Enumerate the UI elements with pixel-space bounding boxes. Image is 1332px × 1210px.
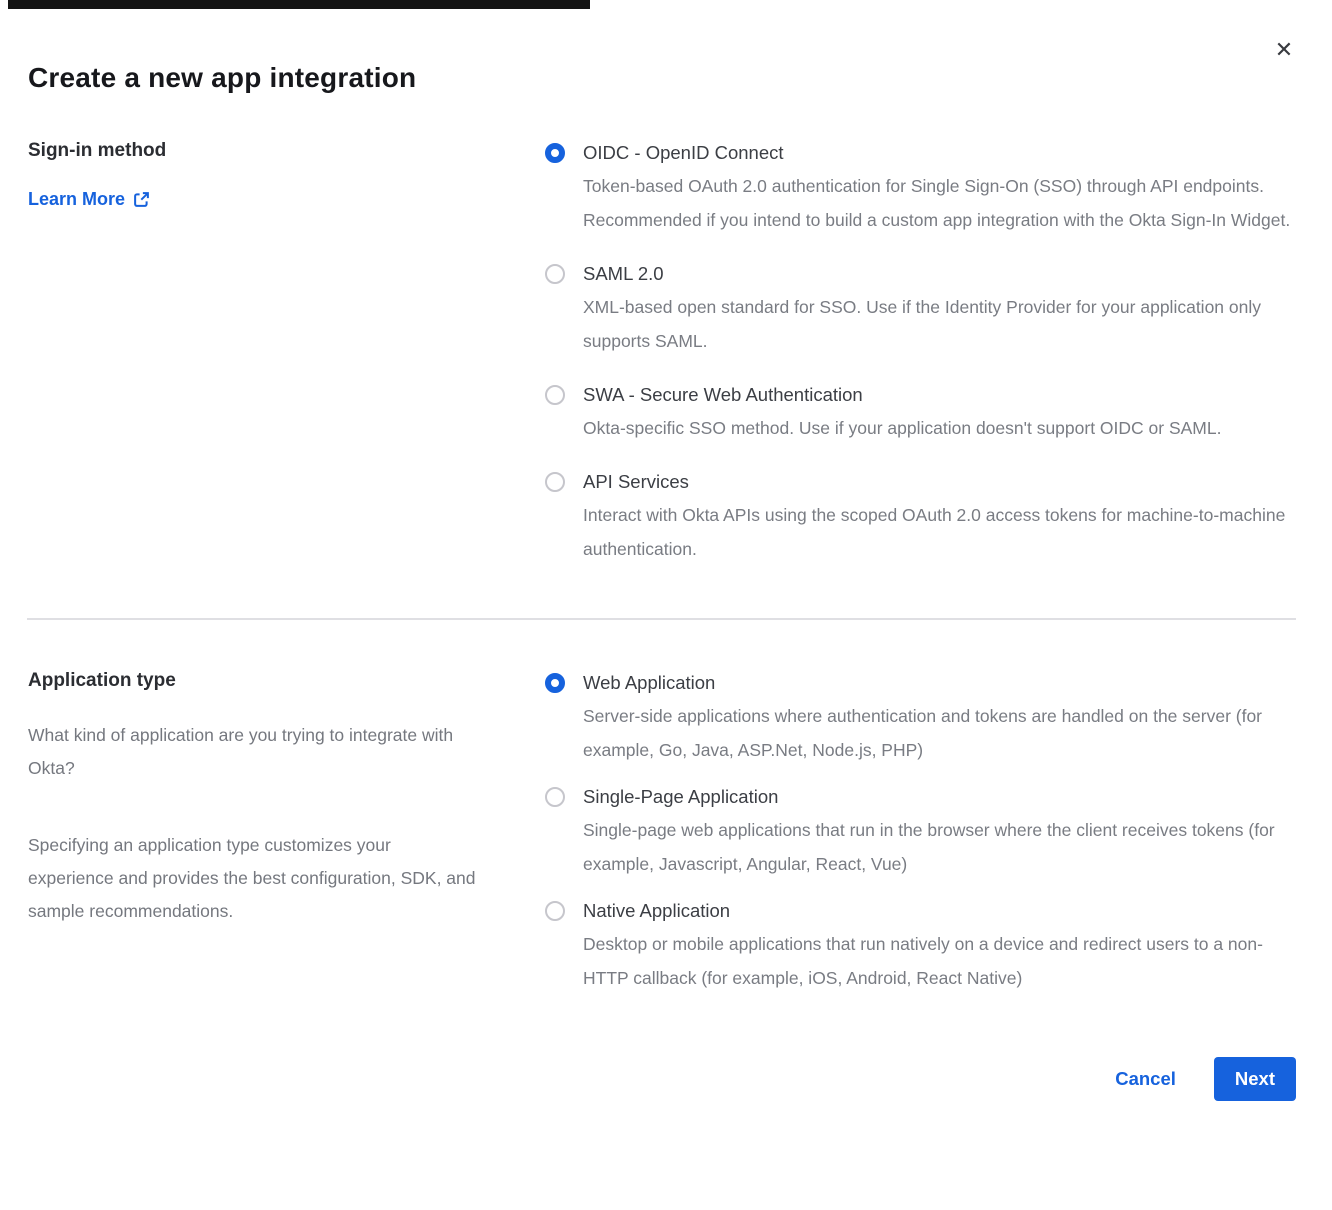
application-type-hint: Specifying an application type customizes your experience and provides the best configuration, SDK, and sample recommendations. (28, 835, 476, 921)
radio-icon[interactable] (545, 673, 565, 693)
application-type-label: Application type (28, 670, 176, 691)
radio-option-saml[interactable] (545, 261, 1296, 358)
radio-option-description: Server-side applications where authentication and tokens are handled on the server (for example, Go, Java, ASP.Net, Node.js, PHP) (583, 706, 1263, 760)
radio-option-label: Native Application (583, 900, 731, 921)
radio-icon[interactable] (545, 787, 565, 807)
radio-option-label: SAML 2.0 (583, 263, 664, 284)
radio-icon[interactable] (545, 472, 565, 492)
external-link-icon (133, 191, 150, 208)
radio-icon[interactable] (545, 143, 565, 163)
radio-option-description: Interact with Okta APIs using the scoped OAuth 2.0 access tokens for machine-to-machine authentication. (583, 505, 1286, 559)
radio-icon[interactable] (545, 385, 565, 405)
radio-option-label: SWA - Secure Web Authentication (583, 384, 863, 405)
radio-option-api-services[interactable] (545, 469, 1296, 566)
radio-option-description: XML-based open standard for SSO. Use if the Identity Provider for your application only supports SAML. (583, 297, 1261, 351)
radio-icon[interactable] (545, 264, 565, 284)
radio-option-label: API Services (583, 471, 689, 492)
dialog-footer (28, 1057, 1296, 1101)
learn-more-label: Learn More (28, 189, 126, 209)
application-type-section (28, 670, 1296, 995)
radio-option-label: Single-Page Application (583, 786, 779, 807)
signin-method-label: Sign-in method (28, 140, 167, 161)
next-button[interactable]: Next (1214, 1057, 1296, 1101)
radio-option-web-application[interactable] (545, 670, 1296, 767)
radio-option-swa[interactable] (545, 382, 1296, 445)
section-divider (27, 618, 1296, 620)
radio-option-label: OIDC - OpenID Connect (583, 142, 784, 163)
radio-option-label: Web Application (583, 672, 716, 693)
radio-option-native-application[interactable] (545, 898, 1296, 995)
cancel-button[interactable]: Cancel (1115, 1068, 1176, 1089)
radio-option-description: Desktop or mobile applications that run natively on a device and redirect users to a non-HTTP callback (for example, iOS, Android, React Native) (583, 934, 1263, 988)
radio-option-oidc[interactable] (545, 140, 1296, 237)
radio-option-description: Okta-specific SSO method. Use if your application doesn't support OIDC or SAML. (583, 418, 1222, 438)
close-icon[interactable]: ✕ (1274, 37, 1294, 62)
learn-more-link[interactable] (28, 189, 150, 210)
application-type-question: What kind of application are you trying to integrate with Okta? (28, 725, 454, 778)
radio-icon[interactable] (545, 901, 565, 921)
radio-option-description: Token-based OAuth 2.0 authentication for Single Sign-On (SSO) through API endpoints. Recommended if you intend to build a custom app integration with the Okta Sign-In Widget. (583, 176, 1291, 230)
dialog-title: Create a new app integration (28, 62, 417, 93)
radio-option-single-page-application[interactable] (545, 784, 1296, 881)
radio-option-description: Single-page web applications that run in the browser where the client receives tokens (for example, Javascript, Angular, React, Vue) (583, 820, 1275, 874)
signin-method-section (28, 140, 1296, 566)
